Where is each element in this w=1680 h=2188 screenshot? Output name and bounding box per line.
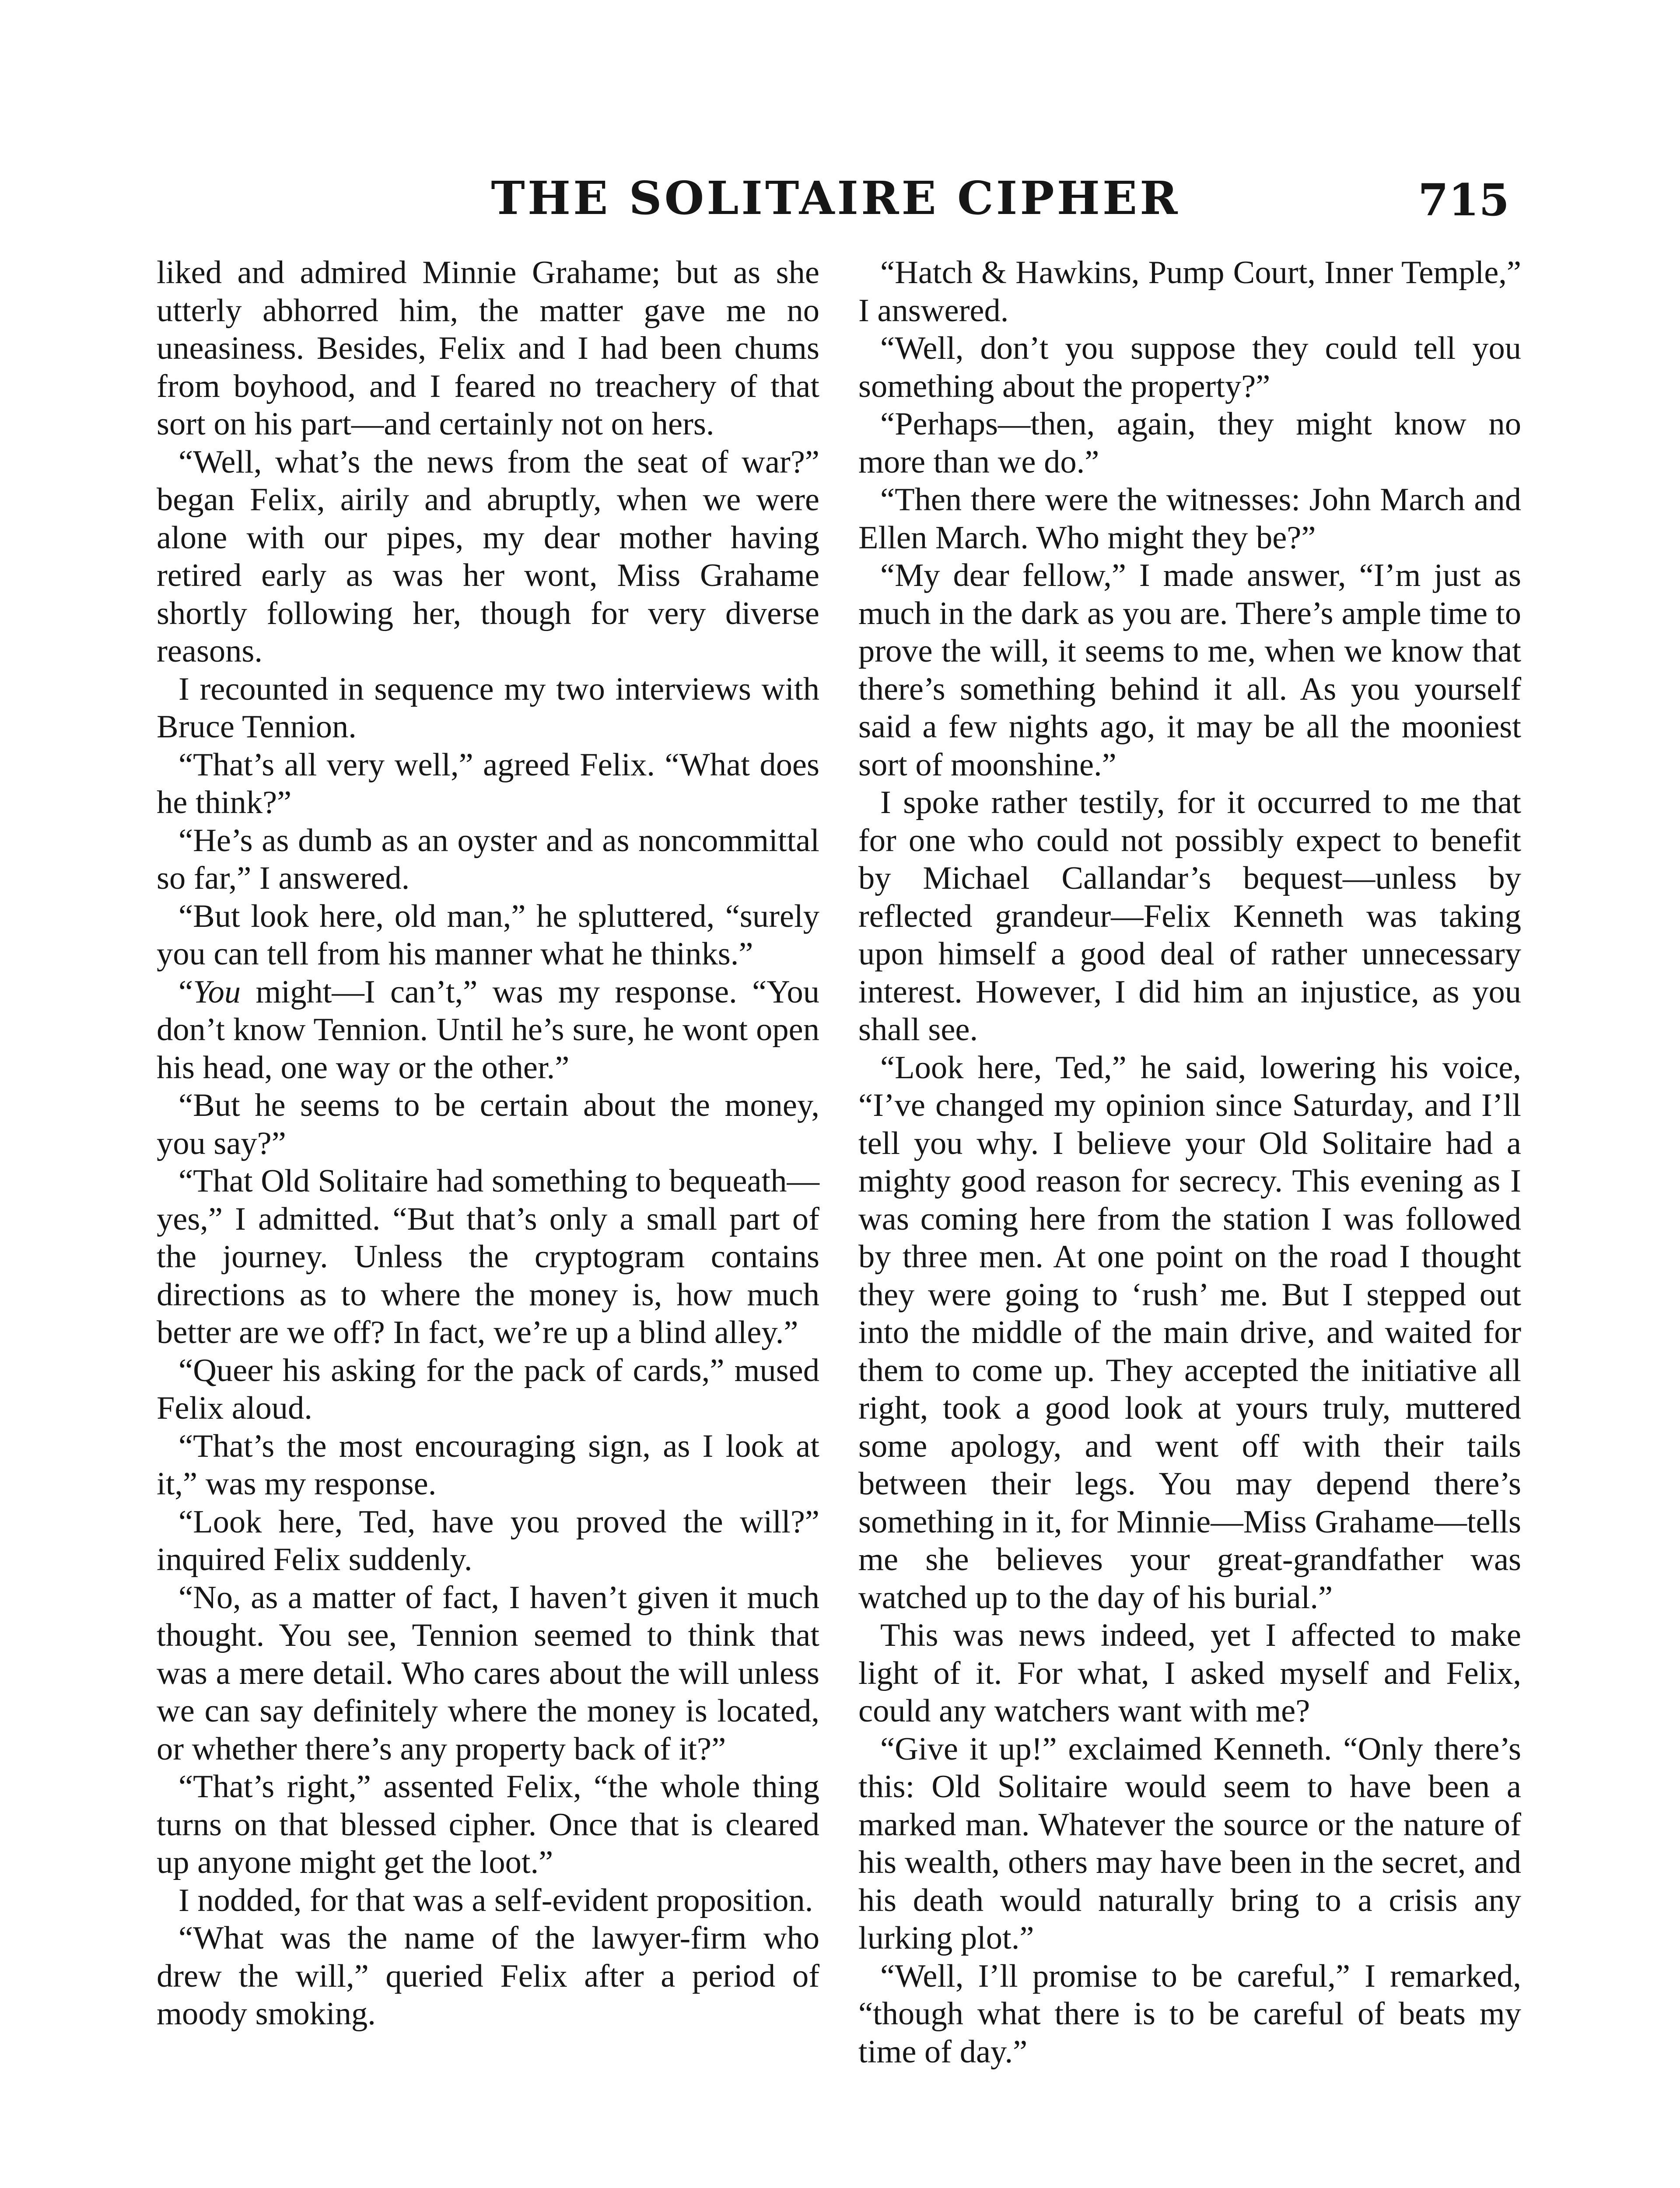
paragraph: “Then there were the witnesses: John March and Ellen March. Who might they be?”	[858, 482, 1521, 556]
paragraph: “My dear fellow,” I made answer, “I’m just as much in the dark as you are. There’s ample time to prove the will, it seems to me, when we know that there’s something behind it all. As you yourself said a few nights ago, it may be all the mooniest sort of moonshine.”	[858, 558, 1521, 783]
paragraph: “That Old Solitaire had something to bequeath—yes,” I admitted. “But that’s only a small part of the journey. Unless the cryptogram contains directions as to where the money is, how much better are we off? In fact, we’re up a blind alley.”	[157, 1163, 819, 1350]
paragraph: “That’s right,” assented Felix, “the whole thing turns on that blessed cipher. Once that is cleared up anyone might get the loot.”	[157, 1769, 819, 1880]
paragraph-lead-quote: “	[178, 974, 193, 1010]
paragraph: “No, as a matter of fact, I haven’t given it much thought. You see, Tennion seemed to think that was a mere detail. Who cares about the will unless we can say definitely where the money is located, or whether there’s any property back of it?”	[157, 1579, 819, 1767]
paragraph: “Well, don’t you suppose they could tell you something about the property?”	[858, 330, 1521, 404]
paragraph: I spoke rather testily, for it occurred to me that for one who could not possibly expect to benefit by Michael Callandar’s bequest—unless by reflected grandeur—Felix Kenneth was taking upon himself a good deal of rather unnecessary interest. However, I did him an injustice, as you shall see.	[858, 785, 1521, 1048]
paragraph: “Hatch & Hawkins, Pump Court, Inner Temple,” I answered.	[858, 255, 1521, 329]
paragraph: “Look here, Ted,” he said, lowering his voice, “I’ve changed my opinion since Saturday, and I’ll tell you why. I believe your Old Solitaire had a mighty good reason for secrecy. This evening as I was coming here from the station I was followed by three men. At one point on the road I thought they were going to ‘rush’ me. But I stepped out into the middle of the main drive, and waited for them to come up. They accepted the initiative all right, took a good look at yours truly, muttered some apology, and went off with their tails between their legs. You may depend there’s something in it, for Minnie—Miss Grahame—tells me she believes your great-grandfather was watched up to the day of his burial.”	[858, 1049, 1521, 1616]
paragraph: “But he seems to be certain about the money, you say?”	[157, 1087, 819, 1161]
paragraph: I nodded, for that was a self-evident proposition.	[178, 1882, 813, 1918]
paragraph: “That’s the most encouraging sign, as I look at it,” was my response.	[157, 1428, 819, 1502]
paragraph-continued: liked and admired Minnie Grahame; but as she utterly abhorred him, the matter gave me no uneasiness. Besides, Felix and I had been chums from boyhood, and I feared no treachery of that sort on his part—and certainly not on hers.	[157, 255, 819, 442]
paragraph: “Well, I’ll promise to be careful,” I remarked, “though what there is to be careful of beats my time of day.”	[858, 1958, 1521, 2070]
page-header	[0, 0, 1680, 263]
paragraph-text: might—I can’t,” was my response. “You don’t know Tennion. Until he’s sure, he wont open his head, one way or the other.”	[157, 974, 819, 1086]
paragraph: “Queer his asking for the pack of cards,” mused Felix aloud.	[157, 1352, 819, 1426]
page-number: 715	[1418, 174, 1509, 226]
italic-emphasis: You	[193, 974, 241, 1010]
paragraph: I recounted in sequence my two interviews with Bruce Tennion.	[157, 671, 819, 745]
running-title: THE SOLITAIRE CIPHER	[491, 171, 1180, 225]
paragraph: “That’s all very well,” agreed Felix. “What does he think?”	[157, 747, 819, 820]
right-column	[858, 254, 1521, 2071]
paragraph: “Look here, Ted, have you proved the will?” inquired Felix suddenly.	[157, 1504, 819, 1578]
paragraph: “Well, what’s the news from the seat of war?” began Felix, airily and abruptly, when we were alone with our pipes, my dear mother having retired early as was her wont, Miss Grahame shortly following her, though for very diverse reasons.	[157, 444, 819, 669]
paragraph: “What was the name of the lawyer-firm who drew the will,” queried Felix after a period of moody smoking.	[157, 1920, 819, 2032]
paragraph: This was news indeed, yet I affected to make light of it. For what, I asked myself and Felix, could any watchers want with me?	[858, 1617, 1521, 1729]
left-column	[157, 254, 819, 2033]
paragraph	[157, 973, 819, 1087]
paragraph: “But look here, old man,” he spluttered, “surely you can tell from his manner what he thinks.”	[157, 898, 819, 972]
paragraph: “Give it up!” exclaimed Kenneth. “Only there’s this: Old Solitaire would seem to have been a marked man. Whatever the source or the nature of his wealth, others may have been in the secret, and his death would naturally bring to a crisis any lurking plot.”	[858, 1731, 1521, 1956]
paragraph: “He’s as dumb as an oyster and as noncommittal so far,” I answered.	[157, 822, 819, 896]
paragraph: “Perhaps—then, again, they might know no more than we do.”	[858, 406, 1521, 480]
